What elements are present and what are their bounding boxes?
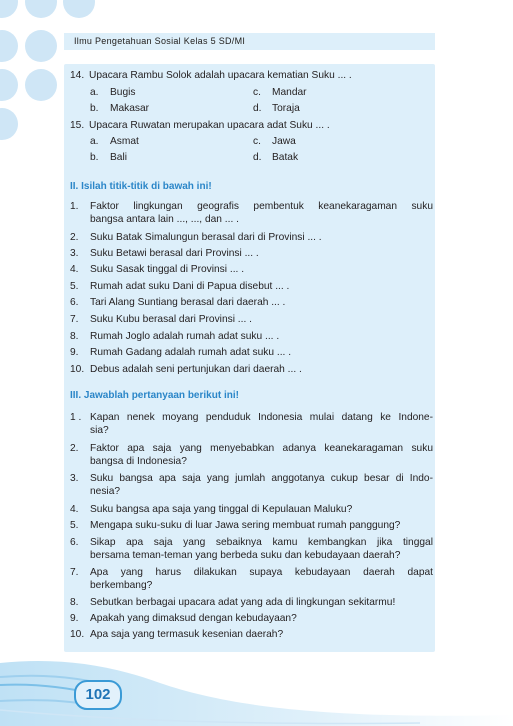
option-text: Bugis — [110, 87, 136, 98]
decorative-dot — [25, 0, 57, 18]
item-number: 1 . — [70, 412, 82, 423]
option-text: Toraja — [272, 103, 300, 114]
item-text: Rumah Joglo adalah rumah adat suku ... . — [90, 331, 280, 342]
option-text: Asmat — [110, 136, 139, 147]
item-text: Rumah Gadang adalah rumah adat suku ... . — [90, 347, 292, 358]
decorative-dot — [0, 69, 18, 101]
page-number-badge — [74, 680, 122, 710]
item-text: sia? — [90, 425, 109, 436]
item-number: 2. — [70, 232, 79, 243]
option-text: Batak — [272, 152, 299, 163]
section-heading: II. Isilah titik-titik di bawah ini! — [70, 181, 212, 192]
decorative-dot — [25, 30, 57, 62]
option-text: Makasar — [110, 103, 150, 114]
item-number: 6. — [70, 297, 79, 308]
option-letter: b. — [90, 152, 99, 163]
question-number: 14. — [70, 70, 85, 81]
option-letter: c. — [253, 136, 261, 147]
option-text: Jawa — [272, 136, 296, 147]
decorative-dot — [25, 69, 57, 101]
item-text: Suku Kubu berasal dari Provinsi ... . — [90, 314, 252, 325]
item-number: 10. — [70, 364, 85, 375]
item-number: 3. — [70, 248, 79, 259]
item-text: Sebutkan berbagai upacara adat yang ada di lingkungan sekitarmu! — [90, 597, 396, 608]
item-number: 2. — [70, 443, 79, 454]
question-text: Upacara Rambu Solok adalah upacara kematian Suku ... . — [89, 70, 352, 81]
question-number: 15. — [70, 120, 85, 131]
item-text: bersama teman-teman yang berbeda suku dan kebudayaan daerah? — [90, 550, 401, 561]
item-text: Apa yang harus dilakukan supaya kebudayaan daerah dapat — [90, 567, 433, 578]
item-number: 10. — [70, 629, 85, 640]
option-letter: d. — [253, 152, 262, 163]
decorative-dot — [63, 0, 95, 18]
item-text: berkembang? — [90, 580, 153, 591]
item-number: 7. — [70, 567, 79, 578]
item-number: 8. — [70, 597, 79, 608]
decorative-dot — [0, 30, 18, 62]
item-number: 7. — [70, 314, 79, 325]
item-text: Sikap apa saja yang sebaiknya kamu kembangkan jika tinggal — [90, 537, 433, 548]
item-text: Kapan nenek moyang penduduk Indonesia mulai datang ke Indone- — [90, 412, 433, 423]
item-number: 4. — [70, 264, 79, 275]
decorative-dot — [0, 0, 18, 18]
running-header — [64, 33, 435, 50]
item-text: Suku Batak Simalungun berasal dari di Provinsi ... . — [90, 232, 322, 243]
option-letter: a. — [90, 87, 99, 98]
item-text: Faktor lingkungan geografis pembentuk keanekaragaman suku — [90, 201, 433, 212]
item-number: 4. — [70, 504, 79, 515]
section-heading: III. Jawablah pertanyaan berikut ini! — [70, 390, 239, 401]
item-text: Debus adalah seni pertunjukan dari daerah ... . — [90, 364, 302, 375]
item-text: bangsa antara lain ..., ..., dan ... . — [90, 214, 239, 225]
item-text: Suku Betawi berasal dari Provinsi ... . — [90, 248, 259, 259]
decorative-dot — [0, 108, 18, 140]
item-number: 5. — [70, 520, 79, 531]
item-text: Apakah yang dimaksud dengan kebudayaan? — [90, 613, 297, 624]
item-text: nesia? — [90, 486, 121, 497]
item-text: Mengapa suku-suku di luar Jawa sering membuat rumah panggung? — [90, 520, 401, 531]
item-text: Rumah adat suku Dani di Papua disebut ... . — [90, 281, 290, 292]
option-letter: a. — [90, 136, 99, 147]
page-number: 102 — [85, 686, 111, 703]
item-text: bangsa di Indonesia? — [90, 456, 187, 467]
option-text: Mandar — [272, 87, 307, 98]
item-text: Faktor apa saja yang menyebabkan adanya keanekaragaman suku — [90, 443, 433, 454]
item-number: 9. — [70, 347, 79, 358]
option-letter: c. — [253, 87, 261, 98]
item-number: 3. — [70, 473, 79, 484]
question-text: Upacara Ruwatan merupakan upacara adat Suku ... . — [89, 120, 330, 131]
option-letter: b. — [90, 103, 99, 114]
item-number: 9. — [70, 613, 79, 624]
item-number: 8. — [70, 331, 79, 342]
item-text: Suku bangsa apa saja yang tinggal di Kepulauan Maluku? — [90, 504, 353, 515]
option-letter: d. — [253, 103, 262, 114]
item-text: Apa saja yang termasuk kesenian daerah? — [90, 629, 284, 640]
option-text: Bali — [110, 152, 127, 163]
header-title: Ilmu Pengetahuan Sosial Kelas 5 SD/MI — [74, 36, 246, 46]
item-number: 5. — [70, 281, 79, 292]
item-number: 6. — [70, 537, 79, 548]
item-text: Tari Alang Suntiang berasal dari daerah ... . — [90, 297, 286, 308]
item-text: Suku bangsa apa saja yang jumlah anggotanya cukup besar di Indo- — [90, 473, 433, 484]
item-number: 1. — [70, 201, 79, 212]
item-text: Suku Sasak tinggal di Provinsi ... . — [90, 264, 245, 275]
